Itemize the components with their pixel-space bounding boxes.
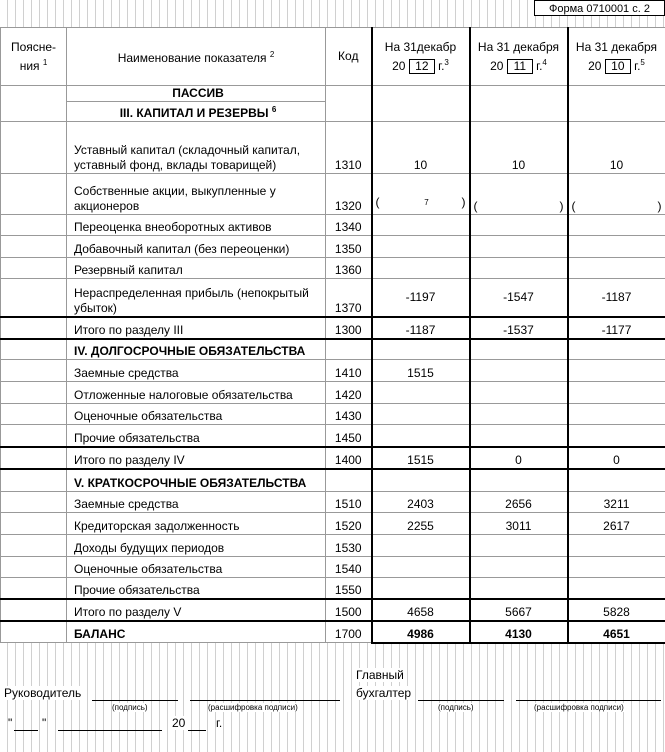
section-title-3: III. КАПИТАЛ И РЕЗЕРВЫ $^6$ — [67, 102, 326, 122]
year-field[interactable] — [188, 716, 206, 731]
total-row: Итого по разделу V 1500 4658 5667 5828 — [1, 599, 665, 621]
explanations-header: Поясне-ния $^1$ — [1, 28, 67, 86]
head-decode-caption: (расшифровка подписи) — [208, 703, 298, 712]
row-name: Уставный капитал (складочный капитал, уставный фонд, вклады товарищей) — [67, 122, 326, 174]
year-2-field[interactable]: 11 — [507, 59, 533, 74]
section-5-row — [1, 469, 665, 492]
table-row: Переоценка внеоборотных активов 1340 — [1, 215, 665, 236]
accountant-signature-caption: (подпись) — [438, 703, 474, 712]
table-row: Резервный капитал 1360 — [1, 258, 665, 279]
table-row: Отложенные налоговые обязательства 1420 — [1, 382, 665, 404]
table-row: Прочие обязательства 1550 — [1, 578, 665, 599]
head-signature-caption: (подпись) — [112, 703, 148, 712]
table-row: Оценочные обязательства 1430 — [1, 404, 665, 425]
form-title: Форма 0710001 с. 2 — [534, 0, 665, 16]
balance-row: БАЛАНС 1700 4986 4130 4651 — [1, 621, 665, 643]
year-suffix: г. — [216, 716, 223, 730]
total-row: Итого по разделу III 1300 -1187 -1537 -1177 — [1, 317, 665, 339]
date-quote-open: " — [8, 716, 13, 730]
date-quote-close: " — [42, 716, 47, 730]
code-header: Код — [326, 28, 372, 86]
accountant-decode-field[interactable] — [516, 686, 661, 701]
year-3-field[interactable]: 10 — [605, 59, 631, 74]
year-prefix: 20 — [172, 716, 186, 730]
section-title-4: IV. ДОЛГОСРОЧНЫЕ ОБЯЗАТЕЛЬСТВА — [67, 339, 326, 360]
table-row: Заемные средства 1410 1515 — [1, 360, 665, 382]
table-header — [1, 28, 665, 86]
accountant-signature-field[interactable] — [418, 686, 504, 701]
table-row: Доходы будущих периодов 1530 — [1, 535, 665, 557]
table-row: Оценочные обязательства 1540 — [1, 557, 665, 578]
table-row: Прочие обязательства 1450 — [1, 425, 665, 447]
month-field[interactable] — [58, 716, 162, 731]
accountant-decode-caption: (расшифровка подписи) — [534, 703, 624, 712]
signature-block — [0, 648, 665, 752]
chief-label: Главный — [356, 668, 404, 682]
table-row: Уставный капитал (складочный капитал, уставный фонд, вклады товарищей) 1310 10 10 10 — [1, 122, 665, 174]
accountant-label: бухгалтер — [356, 686, 412, 700]
table-row: Собственные акции, выкупленные у акционеров 1320 ( ) $^7$ ( ) ( ) — [1, 174, 665, 215]
head-decode-field[interactable] — [190, 686, 340, 701]
period-1-header: На 31декабр 20 12 г.$^3$ — [372, 28, 470, 86]
total-row: Итого по разделу IV 1400 1515 0 0 — [1, 447, 665, 469]
year-1-field[interactable]: 12 — [409, 59, 435, 74]
period-2-header: На 31 декабря 20 11 г.$^4$ — [470, 28, 568, 86]
head-signature-field[interactable] — [92, 686, 178, 701]
table-row: Нераспределенная прибыль (непокрытый убыток) 1370 -1197 -1547 -1187 — [1, 279, 665, 317]
section-passiv — [1, 86, 665, 102]
indicator-name-header: Наименование показателя $^2$ — [67, 28, 326, 86]
section-title-passiv: ПАССИВ — [67, 86, 326, 102]
head-label: Руководитель — [4, 686, 82, 700]
table-row: Заемные средства 1510 2403 2656 3211 — [1, 492, 665, 513]
table-row: Добавочный капитал (без переоценки) 1350 — [1, 236, 665, 258]
section-4-row — [1, 339, 665, 360]
table-row: Кредиторская задолженность 1520 2255 3011 2617 — [1, 513, 665, 535]
day-field[interactable] — [14, 716, 38, 731]
period-3-header: На 31 декабря 20 10 г.$^5$ — [568, 28, 665, 86]
section-title-5: V. КРАТКОСРОЧНЫЕ ОБЯЗАТЕЛЬСТВА — [67, 469, 326, 492]
liabilities-table — [0, 27, 665, 644]
